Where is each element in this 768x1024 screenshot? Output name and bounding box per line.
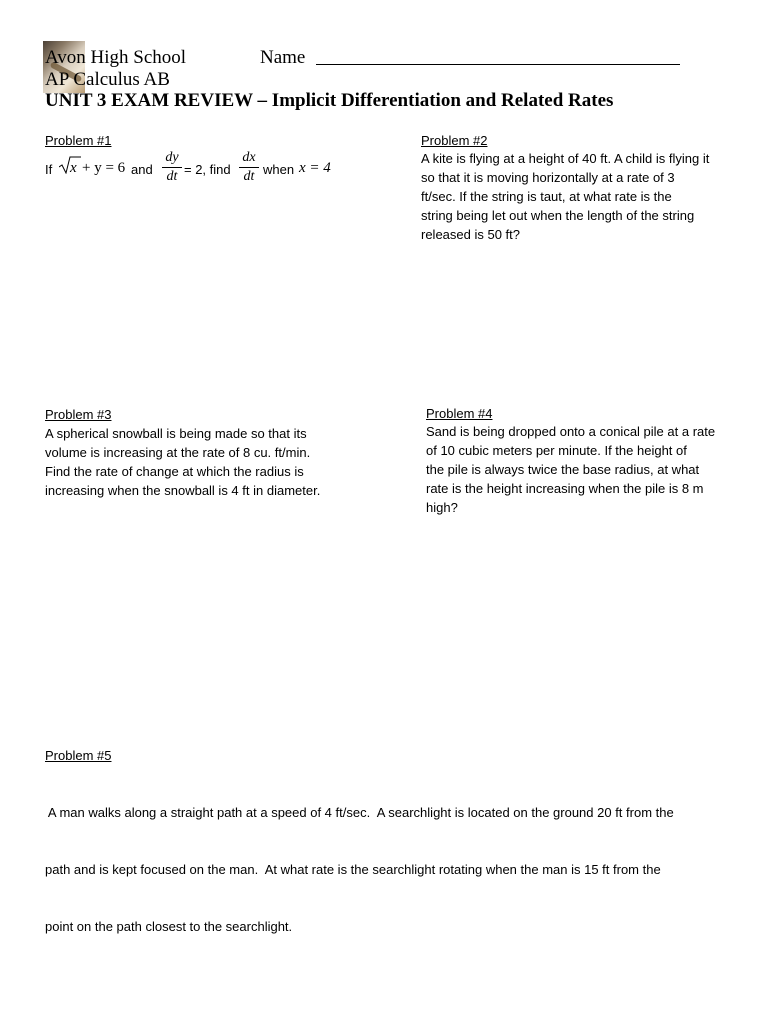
math-x: x — [70, 160, 77, 176]
problem-4-label: Problem #4 — [426, 406, 493, 421]
text-line: point on the path closest to the searchlight. — [45, 919, 293, 934]
text-line: volume is increasing at the rate of 8 cu. ft/min. — [45, 445, 311, 460]
math-x-eq-4: x = 4 — [299, 160, 331, 176]
dx-numerator: dx — [242, 150, 256, 165]
name-label: Name — [260, 47, 306, 68]
text-line: of 10 cubic meters per minute. If the height of — [426, 443, 687, 458]
problem-3-label: Problem #3 — [45, 407, 112, 422]
school-name: Avon High School — [45, 47, 187, 68]
text-line: the pile is always twice the base radius, at what — [426, 462, 700, 477]
math-if: If — [45, 162, 53, 177]
text-line: released is 50 ft? — [421, 227, 521, 242]
problem-3-text — [45, 424, 320, 500]
text-line: Sand is being dropped onto a conical pile at a rate — [426, 424, 716, 439]
dt-denominator: dt — [166, 169, 178, 184]
fraction-dy-dt — [162, 150, 182, 185]
math-plus-y-eq-6: + y = 6 — [82, 160, 126, 176]
text-line: A spherical snowball is being made so that its — [45, 426, 307, 441]
math-when: when — [263, 162, 295, 177]
text-line: string being let out when the length of the string — [421, 208, 695, 223]
fraction-dx-dt — [239, 150, 259, 185]
text-line: path and is kept focused on the man. At what rate is the searchlight rotating when the man is 15 ft from the — [45, 862, 661, 877]
text-line: ft/sec. If the string is taut, at what rate is the — [421, 189, 672, 204]
page-title: UNIT 3 EXAM REVIEW – Implicit Differentiation and Related Rates — [45, 90, 614, 111]
problem-5-label: Problem #5 — [45, 748, 112, 763]
course-name: AP Calculus AB — [45, 69, 170, 90]
text-line: so that it is moving horizontally at a rate of 3 — [421, 170, 675, 185]
fraction-bar — [162, 167, 182, 168]
text-line: A kite is flying at a height of 40 ft. A child is flying it — [421, 151, 710, 166]
problem-1-equation — [45, 150, 365, 194]
text-line: Find the rate of change at which the radius is — [45, 464, 304, 479]
text-line: A man walks along a straight path at a speed of 4 ft/sec. A searchlight is located on the ground 20 ft from the — [45, 805, 674, 820]
dt-denominator: dt — [243, 169, 255, 184]
text-line: rate is the height increasing when the pile is 8 m — [426, 481, 704, 496]
problem-4-text — [426, 422, 715, 517]
problem-2-label: Problem #2 — [421, 133, 488, 148]
fraction-bar — [239, 167, 259, 168]
text-line: increasing when the snowball is 4 ft in diameter. — [45, 483, 321, 498]
name-blank-line — [316, 64, 680, 65]
problem-5-text — [45, 765, 674, 955]
text-line: high? — [426, 500, 458, 515]
math-eq-2-find: = 2, find — [184, 162, 231, 177]
problem-2-text — [421, 149, 709, 244]
problem-1-label: Problem #1 — [45, 133, 112, 148]
math-and: and — [131, 162, 153, 177]
dy-numerator: dy — [165, 150, 179, 165]
